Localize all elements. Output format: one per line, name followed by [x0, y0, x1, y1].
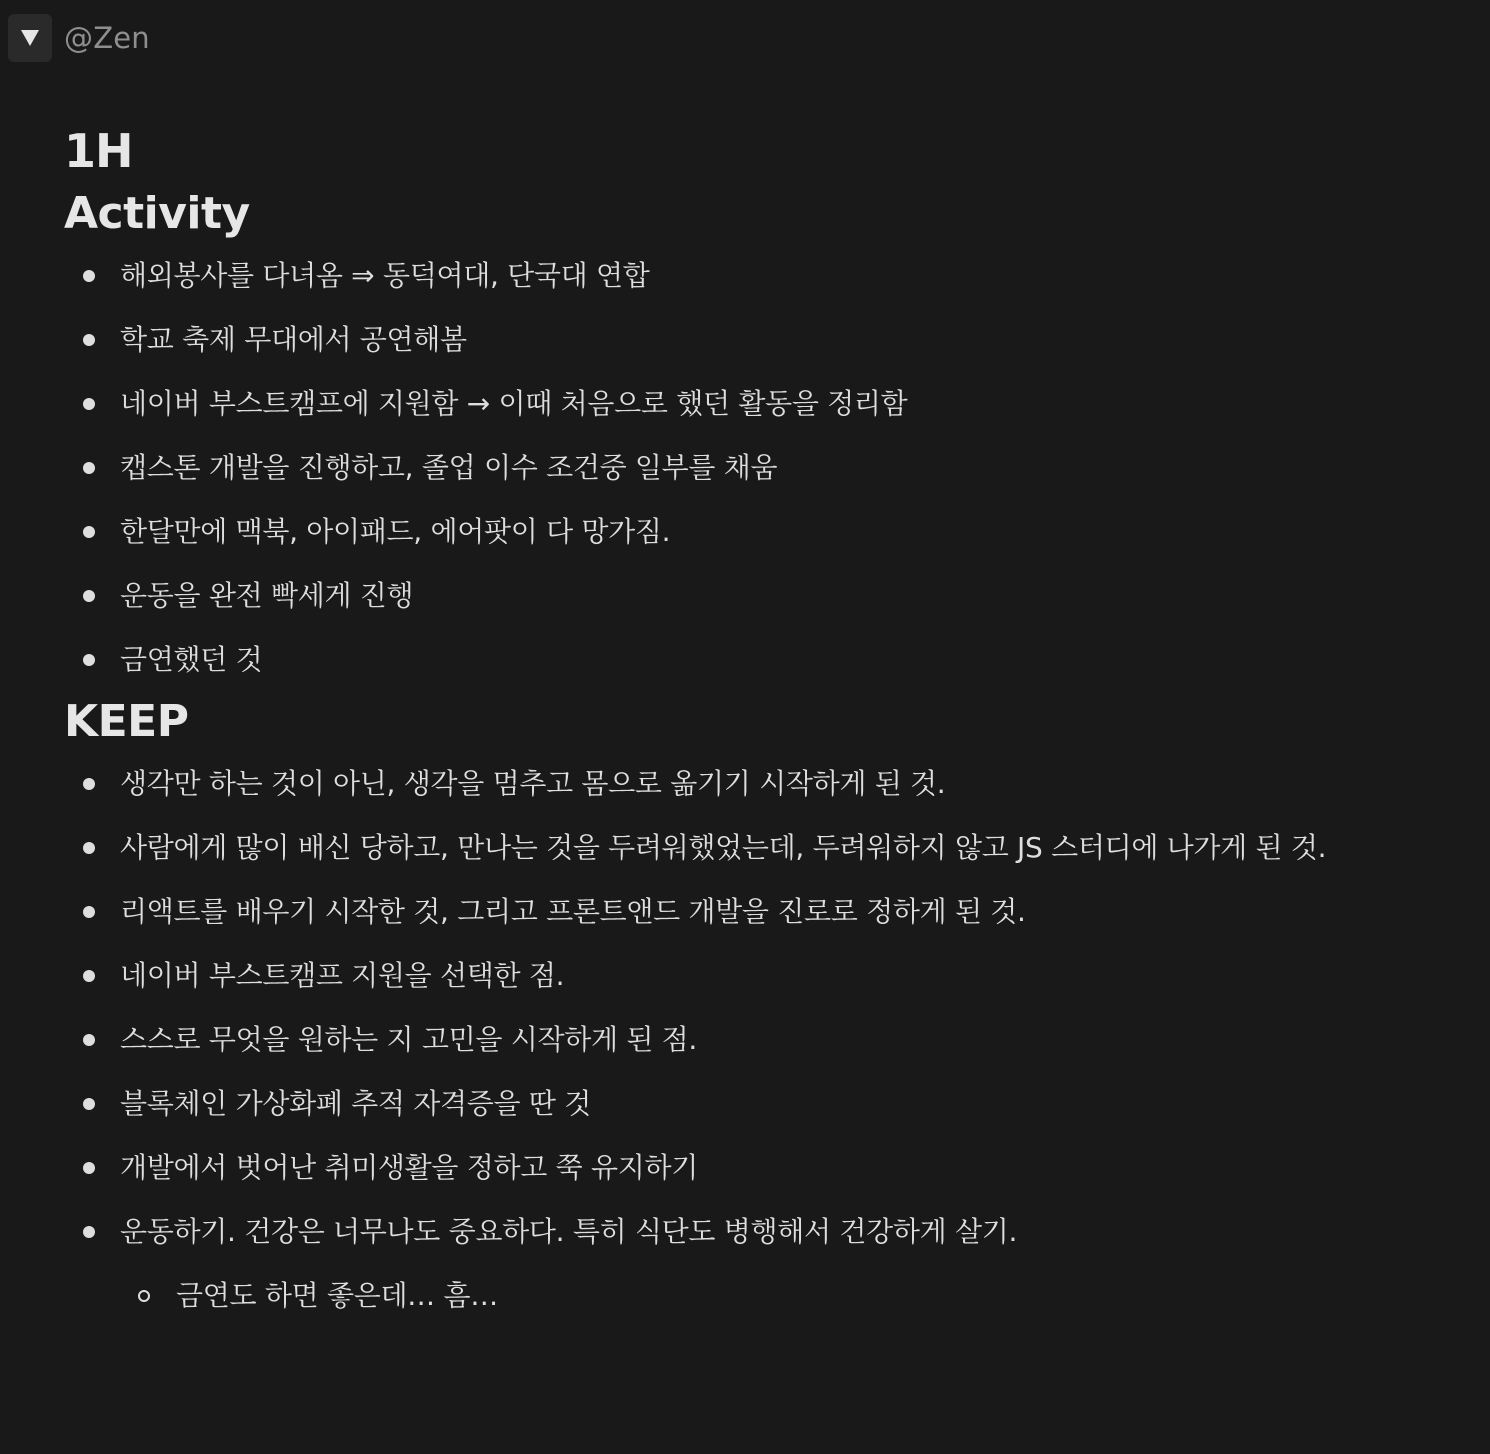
bullet-icon	[83, 654, 95, 666]
list-item-text: 생각만 하는 것이 아닌, 생각을 멈추고 몸으로 옮기기 시작하게 된 것.	[120, 767, 946, 800]
list-item[interactable]	[64, 1200, 1464, 1264]
bullet-icon	[83, 590, 95, 602]
list-item[interactable]	[64, 564, 1464, 628]
list-item-text: 사람에게 많이 배신 당하고, 만나는 것을 두려워했었는데, 두려워하지 않고 JS 스터디에 나가게 된 것.	[120, 831, 1327, 864]
list-item[interactable]	[64, 308, 1464, 372]
list-item[interactable]	[64, 372, 1464, 436]
activity-list	[64, 244, 1464, 692]
bullet-icon	[83, 1162, 95, 1174]
list-item-text: 학교 축제 무대에서 공연해봄	[120, 323, 467, 356]
bullet-icon	[83, 778, 95, 790]
list-item-text: 캡스톤 개발을 진행하고, 졸업 이수 조건중 일부를 채움	[120, 451, 778, 484]
list-item[interactable]	[64, 628, 1464, 692]
list-item-text: 스스로 무엇을 원하는 지 고민을 시작하게 된 점.	[120, 1023, 698, 1056]
toggle-button[interactable]	[8, 14, 52, 62]
keep-sub-list	[64, 1264, 1464, 1328]
activity-heading: Activity	[64, 188, 250, 239]
bullet-icon	[83, 1226, 95, 1238]
toggle-content	[64, 118, 1464, 1328]
bullet-icon	[83, 1034, 95, 1046]
list-item[interactable]	[64, 880, 1464, 944]
list-item[interactable]	[64, 944, 1464, 1008]
list-item-text: 리액트를 배우기 시작한 것, 그리고 프론트앤드 개발을 진로로 정하게 된 것.	[120, 895, 1026, 928]
list-item-text: 개발에서 벗어난 취미생활을 정하고 쭉 유지하기	[120, 1151, 698, 1184]
bullet-icon	[83, 842, 95, 854]
bullet-icon	[83, 970, 95, 982]
keep-list	[64, 752, 1464, 1264]
list-item[interactable]	[64, 1008, 1464, 1072]
list-item[interactable]	[64, 500, 1464, 564]
bullet-icon	[83, 906, 95, 918]
list-item-text: 네이버 부스트캠프 지원을 선택한 점.	[120, 959, 565, 992]
bullet-icon	[83, 398, 95, 410]
list-item-text: 운동하기. 건강은 너무나도 중요하다. 특히 식단도 병행해서 건강하게 살기.	[120, 1215, 1018, 1248]
list-item[interactable]	[64, 1072, 1464, 1136]
user-mention[interactable]: @Zen	[64, 21, 150, 55]
list-item-text: 한달만에 맥북, 아이패드, 에어팟이 다 망가짐.	[120, 515, 671, 548]
bullet-icon	[83, 526, 95, 538]
list-item[interactable]	[64, 1136, 1464, 1200]
bullet-icon	[83, 270, 95, 282]
list-item[interactable]	[64, 752, 1464, 816]
bullet-icon	[83, 334, 95, 346]
sub-list-item-text: 금연도 하면 좋은데… 흠…	[176, 1279, 498, 1312]
list-item[interactable]	[64, 244, 1464, 308]
list-item[interactable]	[64, 816, 1464, 880]
hollow-bullet-icon	[138, 1290, 150, 1302]
list-item[interactable]	[64, 436, 1464, 500]
triangle-down-icon	[20, 29, 40, 47]
list-item-text: 네이버 부스트캠프에 지원함 → 이때 처음으로 했던 활동을 정리함	[120, 387, 908, 420]
list-item-text: 금연했던 것	[120, 643, 263, 676]
list-item-text: 블록체인 가상화폐 추적 자격증을 딴 것	[120, 1087, 591, 1120]
list-item-text: 운동을 완전 빡세게 진행	[120, 579, 414, 612]
keep-heading: KEEP	[64, 696, 189, 747]
list-item-text: 해외봉사를 다녀옴 ⇒ 동덕여대, 단국대 연합	[120, 259, 650, 292]
page-title: 1H	[64, 124, 133, 178]
sub-list-item[interactable]	[64, 1264, 1464, 1328]
toggle-block	[8, 14, 150, 62]
bullet-icon	[83, 462, 95, 474]
bullet-icon	[83, 1098, 95, 1110]
